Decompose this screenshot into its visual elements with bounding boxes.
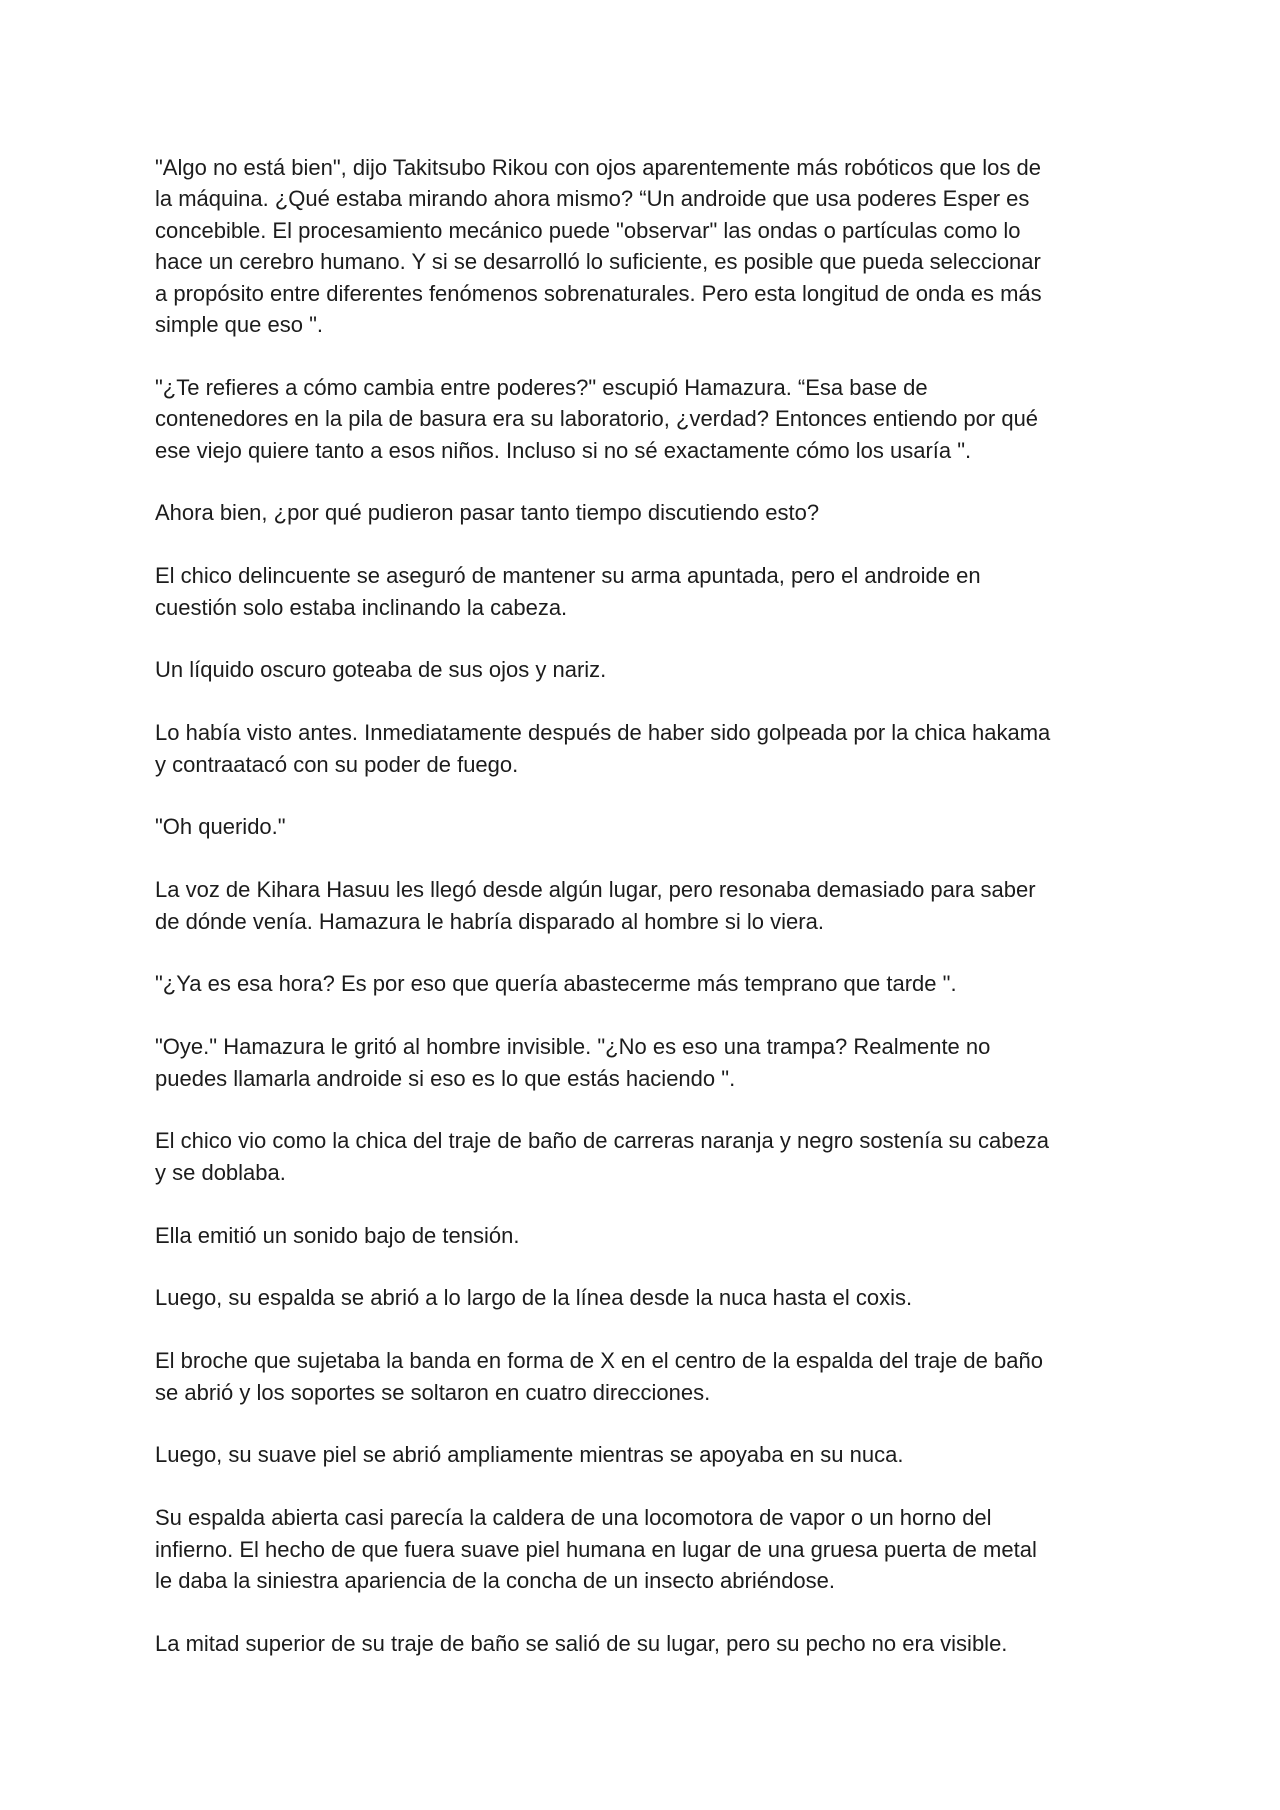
paragraph xyxy=(155,1220,1135,1251)
text-line: le daba la siniestra apariencia de la concha de un insecto abriéndose. xyxy=(155,1568,836,1594)
text-line: La mitad superior de su traje de baño se salió de su lugar, pero su pecho no era visible. xyxy=(155,1630,1008,1656)
text-line: Luego, su suave piel se abrió ampliamente mientras se apoyaba en su nuca. xyxy=(155,1442,904,1468)
text-line: hace un cerebro humano. Y si se desarrolló lo suficiente, es posible que pueda seleccionar xyxy=(155,249,1041,275)
paragraph xyxy=(155,1439,1135,1470)
text-line: "¿Te refieres a cómo cambia entre poderes?" escupió Hamazura. “Esa base de xyxy=(155,374,928,400)
text-line: simple que eso ". xyxy=(155,312,324,338)
paragraph xyxy=(155,654,1135,685)
paragraph xyxy=(155,497,1135,528)
paragraph xyxy=(155,152,1135,340)
text-line: concebible. El procesamiento mecánico puede "observar" las ondas o partículas como lo xyxy=(155,217,1021,243)
text-line: de dónde venía. Hamazura le habría disparado al hombre si lo viera. xyxy=(155,908,824,934)
paragraph xyxy=(155,372,1135,466)
paragraph xyxy=(155,968,1135,999)
text-line: se abrió y los soportes se soltaron en cuatro direcciones. xyxy=(155,1379,711,1405)
text-line: cuestión solo estaba inclinando la cabeza. xyxy=(155,594,568,620)
paragraph xyxy=(155,1628,1135,1659)
text-line: y contraatacó con su poder de fuego. xyxy=(155,751,519,777)
text-line: "Oh querido." xyxy=(155,814,286,840)
text-line: Lo había visto antes. Inmediatamente después de haber sido golpeada por la chica hakama xyxy=(155,720,1051,746)
text-line: a propósito entre diferentes fenómenos sobrenaturales. Pero esta longitud de onda es más xyxy=(155,280,1042,306)
paragraph xyxy=(155,1125,1135,1188)
text-line: El chico vio como la chica del traje de baño de carreras naranja y negro sostenía su cabeza xyxy=(155,1128,1049,1154)
paragraph xyxy=(155,1502,1135,1596)
text-line: la máquina. ¿Qué estaba mirando ahora mismo? “Un androide que usa poderes Esper es xyxy=(155,186,1030,212)
paragraph xyxy=(155,1282,1135,1313)
text-line: infierno. El hecho de que fuera suave piel humana en lugar de una gruesa puerta de metal xyxy=(155,1536,1037,1562)
text-line: "Algo no está bien", dijo Takitsubo Rikou con ojos aparentemente más robóticos que los de xyxy=(155,155,1041,180)
text-line: y se doblaba. xyxy=(155,1159,286,1185)
document-page xyxy=(155,152,1135,1691)
text-line: La voz de Kihara Hasuu les llegó desde algún lugar, pero resonaba demasiado para saber xyxy=(155,877,1036,903)
text-line: "Oye." Hamazura le gritó al hombre invisible. "¿No es eso una trampa? Realmente no xyxy=(155,1034,991,1060)
paragraph xyxy=(155,1345,1135,1408)
text-line: El chico delincuente se aseguró de mantener su arma apuntada, pero el androide en xyxy=(155,563,981,589)
text-line: contenedores en la pila de basura era su laboratorio, ¿verdad? Entonces entiendo por qué xyxy=(155,406,1039,432)
paragraph xyxy=(155,560,1135,623)
text-line: puedes llamarla androide si eso es lo que estás haciendo ". xyxy=(155,1065,736,1091)
paragraph xyxy=(155,717,1135,780)
paragraph xyxy=(155,874,1135,937)
text-line: Ahora bien, ¿por qué pudieron pasar tanto tiempo discutiendo esto? xyxy=(155,500,820,526)
text-line: Su espalda abierta casi parecía la caldera de una locomotora de vapor o un horno del xyxy=(155,1505,992,1531)
text-line: "¿Ya es esa hora? Es por eso que quería abastecerme más temprano que tarde ". xyxy=(155,971,957,997)
text-line: El broche que sujetaba la banda en forma de X en el centro de la espalda del traje de baño xyxy=(155,1348,1043,1374)
text-line: ese viejo quiere tanto a esos niños. Incluso si no sé exactamente cómo los usaría ". xyxy=(155,437,972,463)
text-line: Ella emitió un sonido bajo de tensión. xyxy=(155,1222,520,1248)
text-line: Luego, su espalda se abrió a lo largo de la línea desde la nuca hasta el coxis. xyxy=(155,1285,913,1311)
paragraph xyxy=(155,1031,1135,1094)
paragraph xyxy=(155,811,1135,842)
text-line: Un líquido oscuro goteaba de sus ojos y nariz. xyxy=(155,657,607,683)
